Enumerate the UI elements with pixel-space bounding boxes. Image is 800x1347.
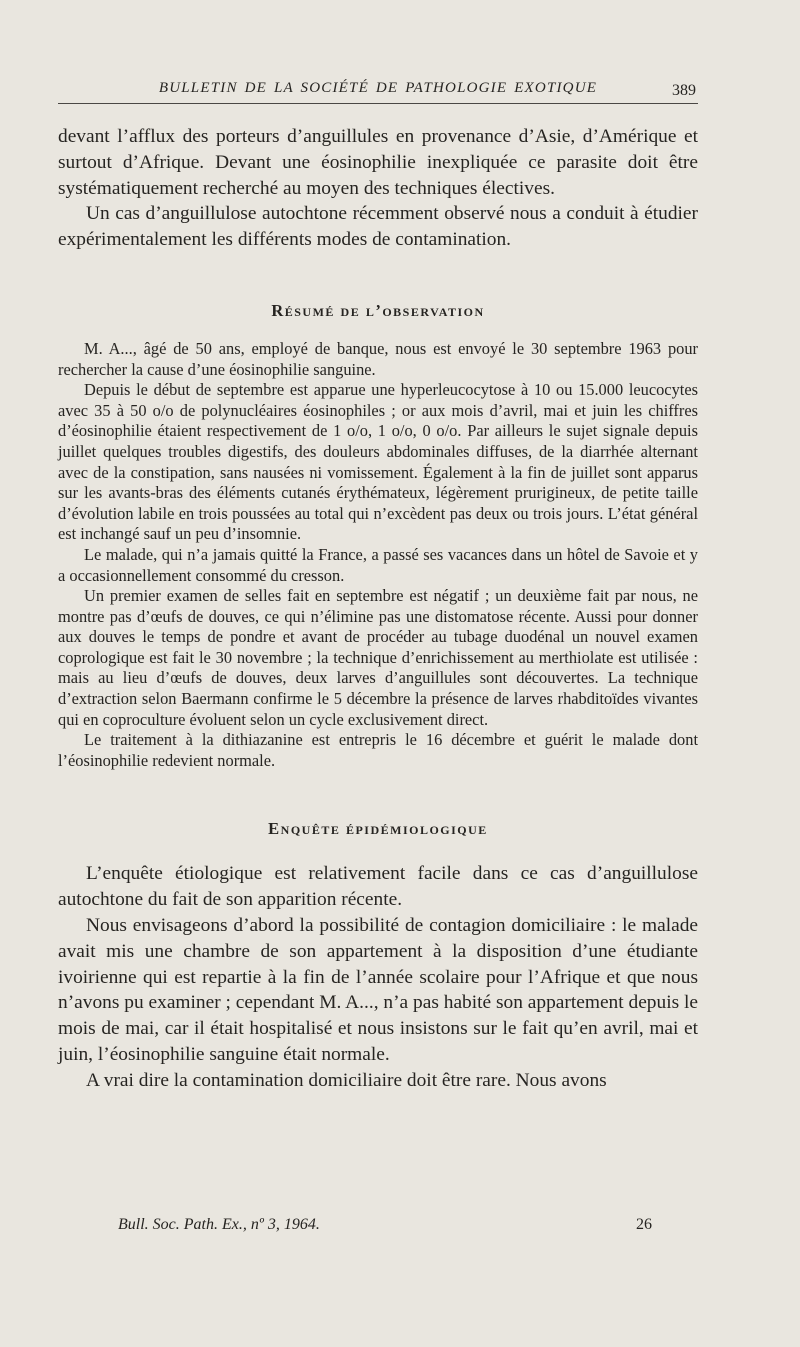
journal-citation: Bull. Soc. Path. Ex., nº 3, 1964. bbox=[118, 1216, 320, 1233]
intro-paragraph: devant l’afflux des porteurs d’anguillules en provenance d’Asie, d’Amérique et surtout d’Afrique. Devant une éosinophilie inexpliquée ce parasite doit être systématiquement recherché au moyen des techniques électives. bbox=[58, 126, 698, 199]
observation-paragraph: M. A..., âgé de 50 ans, employé de banque, nous est envoyé le 30 septembre 1963 pour rechercher la cause d’une éosinophilie sanguine. bbox=[58, 338, 698, 379]
running-head: BULLETIN DE LA SOCIÉTÉ DE PATHOLOGIE EXOTIQUE bbox=[158, 80, 598, 96]
body-text bbox=[58, 124, 698, 1094]
observation-paragraph: Le malade, qui n’a jamais quitté la France, a passé ses vacances dans un hôtel de Savoie et y a occasionnellement consommé du cresson. bbox=[58, 544, 698, 585]
page-number: 389 bbox=[672, 82, 696, 99]
intro-paragraph: Un cas d’anguillulose autochtone récemment observé nous a conduit à étudier expérimentalement les différents modes de contamination. bbox=[58, 203, 698, 251]
observation-paragraph: Depuis le début de septembre est apparue une hyperleucocytose à 10 ou 15.000 leucocytes avec 35 à 50 o/o de polynucléaires éosinophiles ; or aux mois d’avril, mai et juin les chiffres d’éosinophilie étaient respectivement de 1 o/o, 1 o/o, 0 o/o. Par ailleurs le sujet signale depuis juillet quelques troubles digestifs, des douleurs abdominales diffuses, de la diarrhée alternant avec de la constipation, sans nausées ni vomissement. Également à la fin de juillet sont apparus sur les avants-bras des éléments cutanés érythémateux, légèrement prurigineux, de petite taille d’évolution labile en trois poussées au total qui n’excèdent pas deux ou trois jours. L’état général est inchangé sauf un peu d’insomnie. bbox=[58, 380, 698, 544]
section-heading: Résumé de l’observation bbox=[271, 300, 485, 320]
inquiry-paragraph: L’enquête étiologique est relativement facile dans ce cas d’anguillulose autochtone du fait de son apparition récente. bbox=[58, 863, 698, 911]
page-header bbox=[58, 80, 698, 104]
inquiry-paragraph: A vrai dire la contamination domiciliaire doit être rare. Nous avons bbox=[86, 1069, 607, 1091]
observation-paragraph: Un premier examen de selles fait en septembre est négatif ; un deuxième fait par nous, ne montre pas d’œufs de douves, ce qui n’élimine pas une distomatose récente. Aussi pour donner aux douves le temps de pondre et avant de procéder au tubage duodénal un nouvel examen coprologique est fait le 30 novembre ; la technique d’enrichissement au merthiolate est utilisée : mais au lieu d’œufs de douves, deux larves d’anguillules sont découvertes. La technique d’extraction selon Baermann confirme le 5 décembre la présence de larves rhabditoïdes vivantes qui en coproculture évoluent selon un cycle exclusivement direct. bbox=[58, 586, 698, 729]
section-heading: Enquête épidémiologique bbox=[268, 819, 488, 839]
observation-paragraph: Le traitement à la dithiazanine est entrepris le 16 décembre et guérit le malade dont l’éosinophilie redevient normale. bbox=[58, 730, 698, 770]
sheet-number: 26 bbox=[636, 1216, 652, 1233]
page-footer bbox=[118, 1216, 652, 1234]
inquiry-paragraph: Nous envisageons d’abord la possibilité de contagion domiciliaire : le malade avait mis une chambre de son appartement à la disposition d’une étudiante ivoirienne qui est repartie à la fin de l’année scolaire pour l’Afrique et que nous n’avons pu examiner ; cependant M. A..., n’a pas habité son appartement depuis le mois de mai, car il était hospitalisé et nous insistons sur le fait qu’en avril, mai et juin, l’éosinophilie sanguine était normale. bbox=[58, 915, 698, 1066]
